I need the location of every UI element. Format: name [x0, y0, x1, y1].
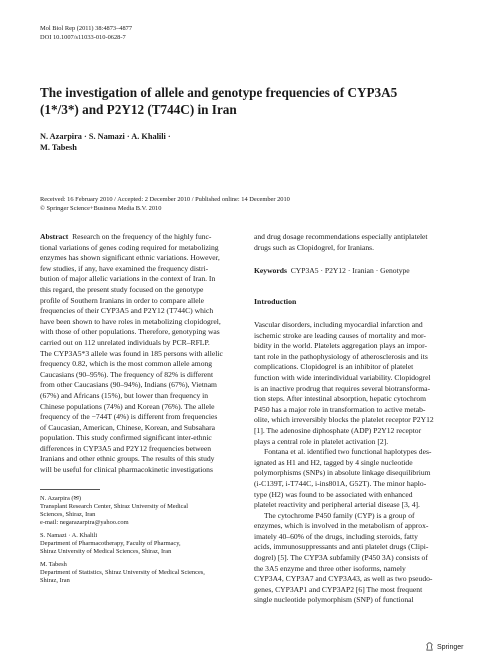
affiliations [40, 495, 250, 590]
paragraph-line: CYP3A4, CYP3A7 and CYP3A43, as well as two pseudo- [254, 574, 433, 584]
paragraph-line: ignated as H1 and H2, tagged by 4 single nucleotide [254, 457, 413, 467]
article-dates: Received: 16 February 2010 / Accepted: 2 December 2010 / Published online: 14 December 2010 [40, 196, 290, 203]
abstract-line: of Caucasian, American, Chinese, Korean, and Subsahara [40, 422, 216, 432]
paragraph-line: P450 has a major role in transformation to active metab- [254, 404, 426, 414]
abstract-line: frequency 0.82, which is the most common allele among [40, 359, 213, 369]
affiliation-line: N. Azarpira (✉) [40, 495, 82, 502]
paragraph [254, 447, 456, 511]
paragraph-line: plays a central role in platelet activation [2]. [254, 436, 389, 446]
affiliation-line: e-mail: negarazarpira@yahoo.com [40, 519, 129, 526]
paragraph-line: single nucleotide polymorphism (SNP) of functional [254, 595, 414, 605]
publisher-logo [425, 638, 463, 656]
abstract-line: profile of Southern Iranians in order to compare allele [40, 295, 205, 305]
paragraph-line: [1]. The adenosine diphosphate (ADP) P2Y12 receptor [254, 425, 422, 435]
abstract-line: Caucasians (90–95%). The frequency of 82% is different [40, 369, 214, 379]
affiliation-line: Transplant Research Center, Shiraz University of Medical [40, 503, 189, 510]
abstract-line: tional variations of genes coding required for metabolizing [40, 242, 219, 252]
doi: DOI 10.1007/s11033-010-0628-7 [40, 34, 126, 41]
paragraph-line: complications. Clopidogrel is an inhibitor of platelet [254, 362, 414, 372]
paragraph-line: Vascular disorders, including myocardial infarction and [254, 320, 423, 329]
abstract-line: with those of other populations. Therefore, genotyping was [40, 327, 220, 337]
footnote-divider [40, 489, 100, 490]
affiliation-block [40, 532, 250, 556]
springer-horse-icon [425, 638, 434, 656]
affiliation-line: Sciences, Shiraz, Iran [40, 511, 96, 518]
paragraph-line: imately 40–60% of the drugs, including steroids, fatty [254, 531, 418, 541]
abstract-line: drugs such as Clopidogrel, for Iranians. [254, 242, 374, 252]
paragraph-line: (i-C139T, i-T744C, i-ins801A, G52T). The minor haplo- [254, 478, 427, 488]
abstract-line: will be useful for clinical pharmacokinetic investigations [40, 465, 213, 475]
abstract-line: from other Caucasians (90–94%), Indians (67%), Vietnam [40, 380, 217, 390]
paragraph [254, 511, 456, 606]
affiliation-line: Department of Pharmacotherapy, Faculty of Pharmacy, [40, 540, 181, 547]
abstract-line: Iranians and other ethnic groups. The results of this study [40, 454, 215, 464]
paragraph [254, 320, 456, 447]
abstract-continued [254, 232, 456, 253]
abstract-line: frequency of the −744T (4%) is different from frequencies [40, 412, 218, 422]
paragraph-line: Fontana et al. identified two functional haplotypes des- [264, 447, 432, 457]
affiliation-line: Shiraz University of Medical Sciences, Shiraz, Iran [40, 548, 172, 555]
copyright: © Springer Science+Business Media B.V. 2010 [40, 205, 162, 212]
paragraph-line: type (H2) was found to be associated with enhanced [254, 489, 413, 499]
keywords [254, 266, 456, 277]
abstract-line: few studies, if any, have examined the frequency distri- [40, 263, 209, 273]
abstract-line: population. This study confirmed significant inter-ethnic [40, 433, 212, 443]
section-heading-introduction: Introduction [254, 297, 297, 306]
paragraph-line: the 3A5 enzyme and three other isoforms, namely [254, 563, 406, 573]
abstract-line: Abstract Research on the frequency of the highly func- [40, 232, 212, 241]
title-line: The investigation of allele and genotype frequencies of CYP3A5 [40, 85, 398, 100]
paragraph-line: genes, CYP3AP1 and CYP3AP2 [6] The most frequent [254, 584, 423, 594]
abstract-line: have been shown to have roles in metabolizing clopidogrel, [40, 316, 221, 326]
affiliation-line: M. Tabesh [40, 561, 67, 568]
paragraph-line: dogrel) [5]. The CYP3A subfamily (P450 3A) consists of [254, 553, 428, 563]
keywords-text: CYP3A5 · P2Y12 · Iranian · Genotype [290, 266, 410, 275]
authors-line: M. Tabesh [40, 143, 77, 152]
affiliation-line: Department of Statistics, Shiraz University of Medical Sciences, [40, 569, 205, 576]
paragraph-line: ischemic stroke are leading causes of mortality and mor- [254, 330, 426, 340]
abstract-line: Chinese populations (74%) and Korean (76%). The allele [40, 401, 215, 411]
publisher-name: Springer [437, 643, 464, 651]
paragraph-line: olite, which irreversibly blocks the platelet receptor P2Y12 [254, 415, 434, 425]
paragraph-line: platelet reactivity and peripheral arterial disease [3, 4]. [254, 500, 420, 510]
abstract-line: enzymes has shown significant ethnic variations. However, [40, 253, 220, 263]
authors [40, 131, 171, 153]
title-line: (1*/3*) and P2Y12 (T744C) in Iran [40, 102, 237, 117]
affiliation-block [40, 561, 250, 585]
authors-line: N. Azarpira · S. Namazi · A. Khalili · [40, 132, 171, 141]
abstract [40, 232, 242, 476]
abstract-line: frequencies of their CYP3A5 and P2Y12 (T744C) which [40, 306, 214, 316]
paragraph-line: is an inactive prodrug that requires several biotransforma- [254, 383, 431, 393]
paragraph-line: polymorphisms (SNPs) in absolute linkage disequilibrium [254, 468, 431, 478]
paragraph-line: acids, immunosuppressants and anti platelet drugs (Clipi- [254, 542, 429, 552]
paragraph-line: bidity in the world. Platelets aggregation plays an impor- [254, 341, 427, 351]
affiliation-line: Shiraz, Iran [40, 577, 70, 584]
keywords-label: Keywords [254, 266, 287, 275]
paragraph-line: enzymes, which is involved in the metabolism of approx- [254, 521, 429, 531]
abstract-line: The CYP3A5*3 allele was found in 185 persons with allelic [40, 348, 223, 358]
paragraph-line: function with wide interindividual variability. Clopidogrel [254, 372, 431, 382]
paragraph-line: tion steps. After intestinal absorption, hepatic cytochrom [254, 394, 427, 404]
article-title [40, 84, 480, 118]
abstract-label: Abstract [40, 232, 69, 241]
abstract-line: this regard, the present study focused on the genotype [40, 284, 204, 294]
introduction-body [254, 320, 456, 606]
affiliation-block [40, 495, 250, 527]
paragraph-line: tant role in the pathophysiology of atherosclerosis and its [254, 351, 428, 361]
paragraph-line: The cytochrome P450 family (CYP) is a group of [264, 510, 415, 520]
abstract-line: differences in CYP3A5 and P2Y12 frequencies between [40, 443, 212, 453]
abstract-line: (67%) and Africans (15%), but lower than frequency in [40, 390, 209, 400]
abstract-line: and drug dosage recommendations especially antiplatelet [254, 232, 428, 241]
abstract-line: bution of major allelic variations in the context of Iran. In [40, 274, 216, 284]
abstract-line: carried out on 112 unrelated individuals by PCR–RFLP. [40, 337, 210, 347]
journal-citation: Mol Biol Rep (2011) 38:4873–4877 [40, 25, 133, 32]
affiliation-line: S. Namazi · A. Khalili [40, 532, 98, 539]
